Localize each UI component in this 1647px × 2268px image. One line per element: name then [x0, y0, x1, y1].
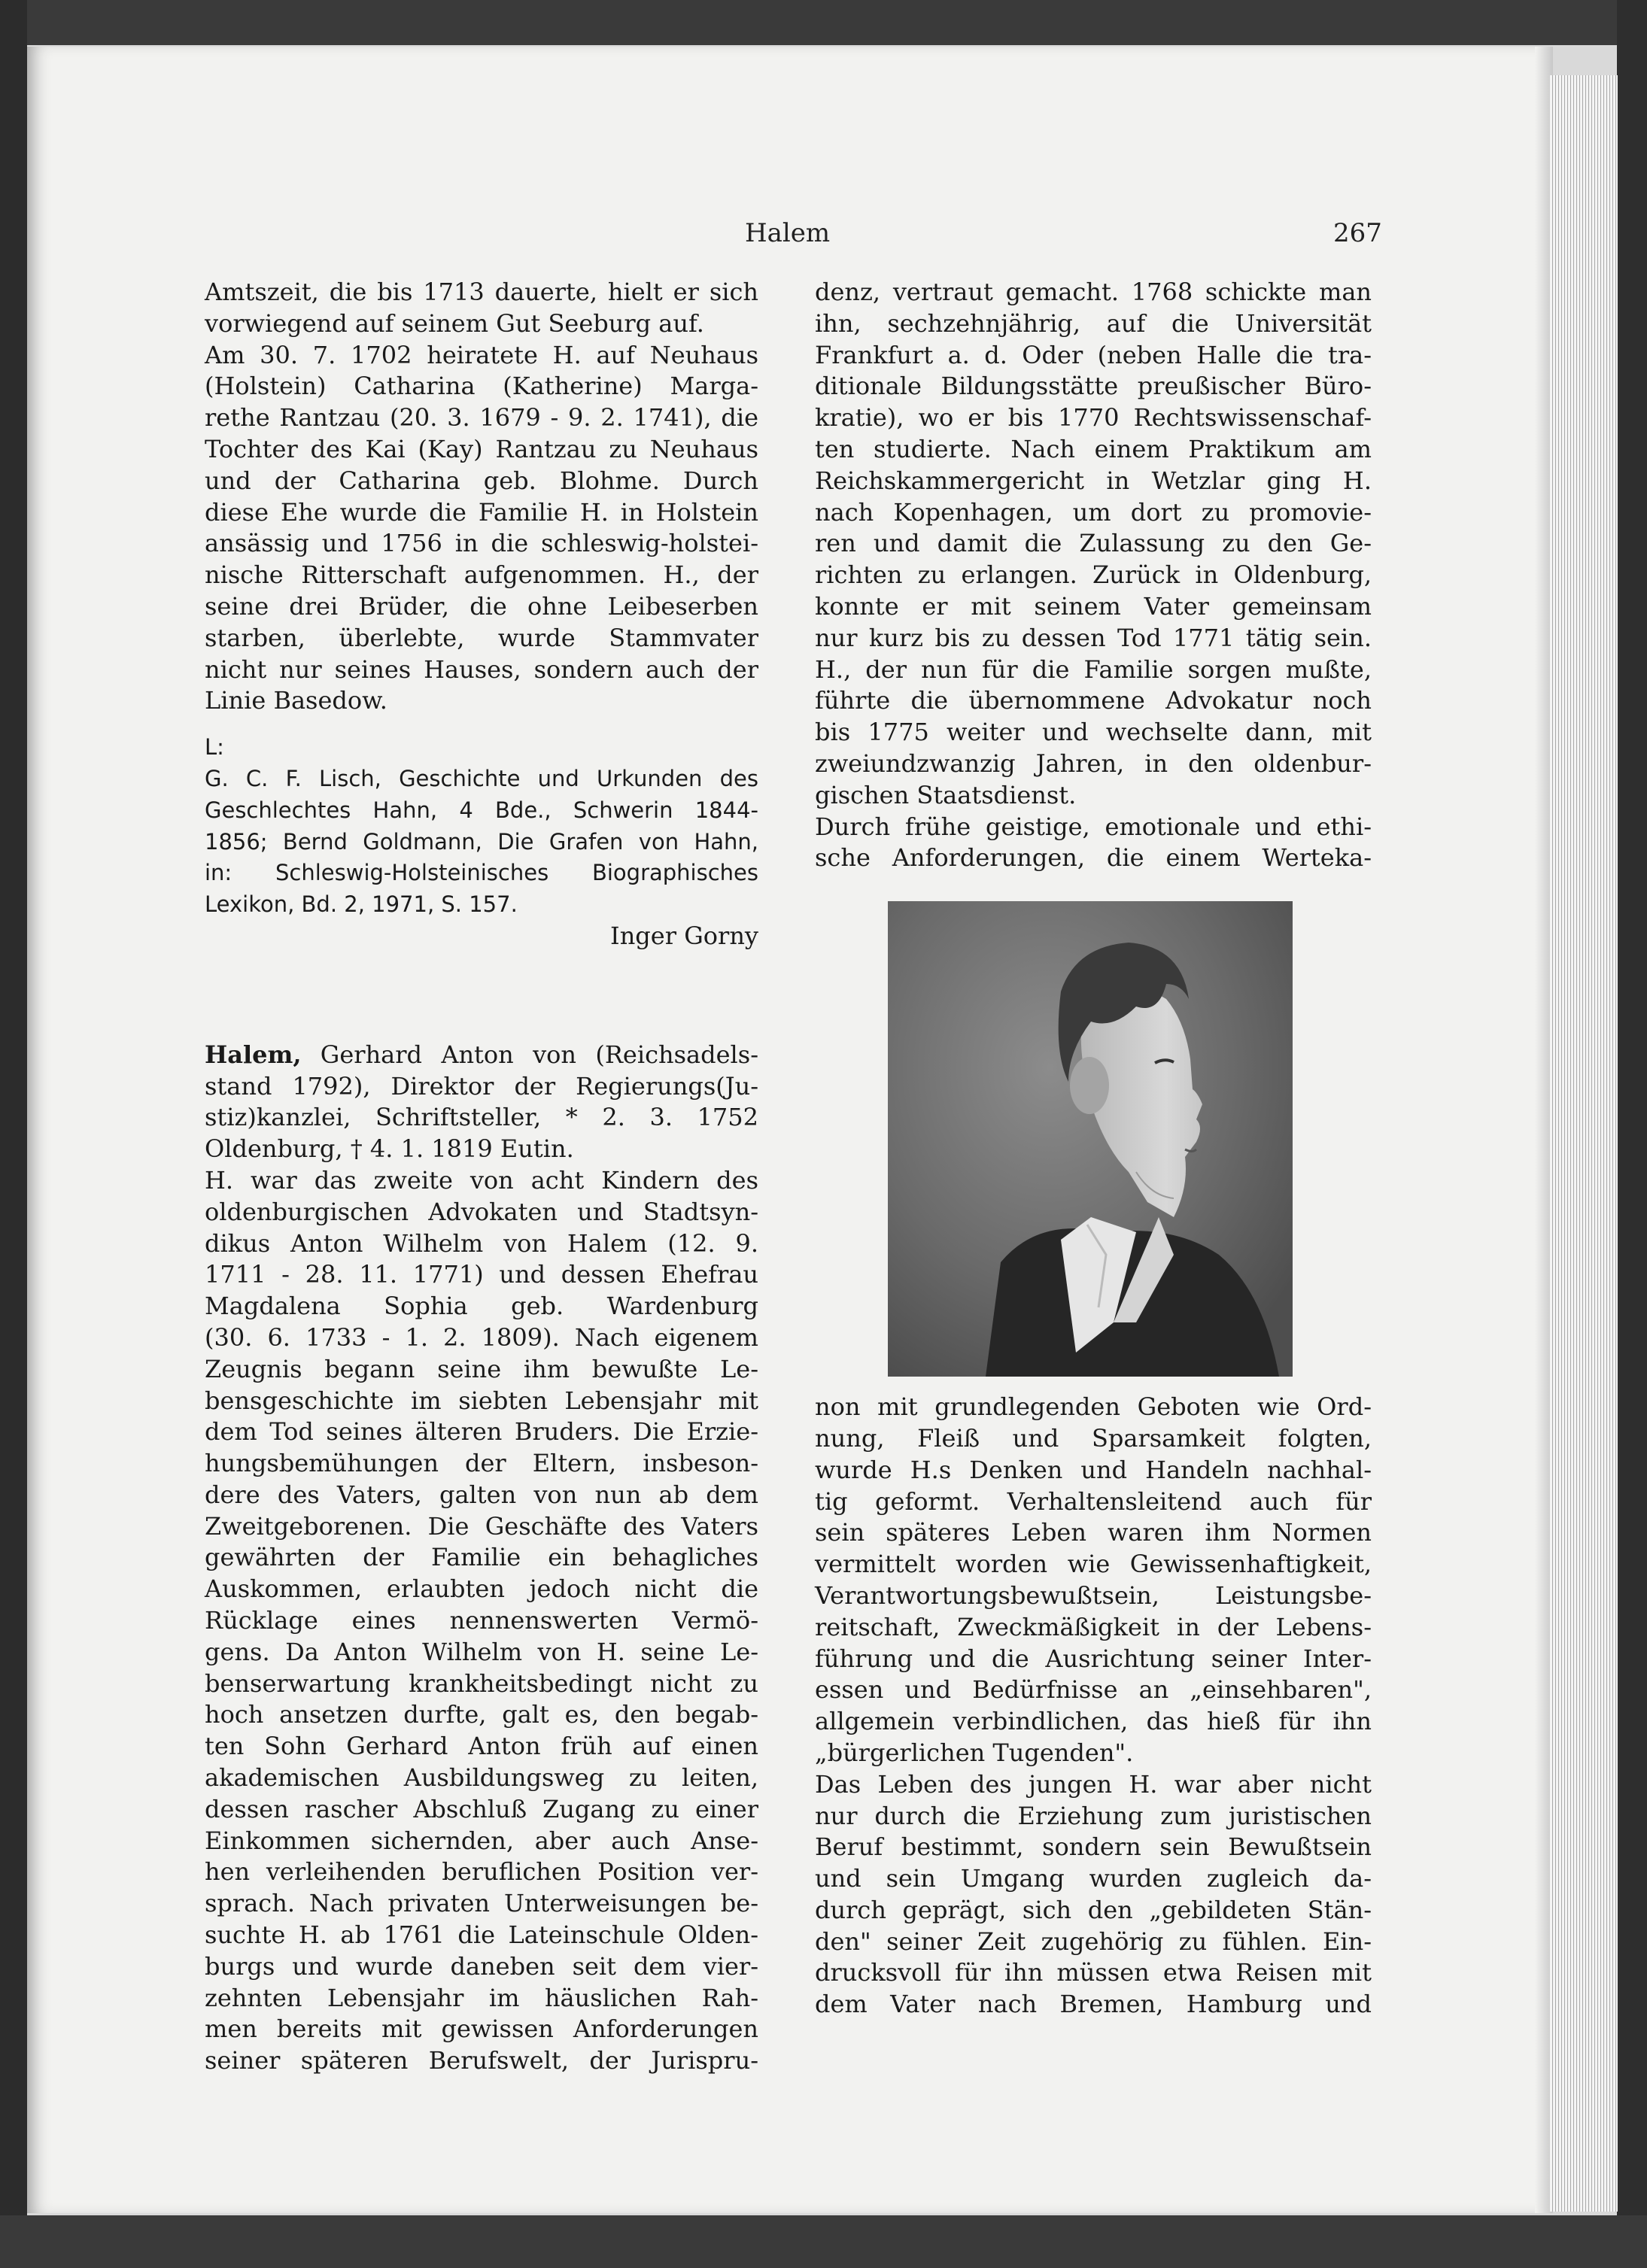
portrait-engraving	[888, 901, 1293, 1377]
text-line: ten studierte. Nach einem Praktikum am	[815, 434, 1372, 463]
text-line: richten zu erlangen. Zurück in Oldenburg,	[815, 560, 1372, 590]
entry-head-text: Gerhard Anton von (Reichsadels-	[301, 1040, 758, 1069]
text-line: reitschaft, Zweckmäßigkeit in der Lebens-	[815, 1612, 1372, 1641]
text-line: Verantwortungsbewußtsein, Leistungsbe-	[815, 1580, 1372, 1610]
text-line: 1711 - 28. 11. 1771) und dessen Ehefrau	[205, 1260, 758, 1289]
text-line: dessen rascher Abschluß Zugang zu einer	[205, 1794, 758, 1823]
text-line: sche Anforderungen, die einem Werteka-	[815, 843, 1372, 873]
text-line: durch geprägt, sich den „gebildeten Stän-	[815, 1895, 1372, 1924]
text-line: Amtszeit, die bis 1713 dauerte, hielt er sich	[205, 278, 758, 306]
text-line: zehnten Lebensjahr im häuslichen Rah-	[205, 1983, 758, 2012]
text-line: und sein Umgang wurden zugleich da-	[815, 1864, 1372, 1893]
text-line: führung und die Ausrichtung seiner Inter-	[815, 1644, 1372, 1673]
page-number: 267	[1333, 218, 1382, 248]
portrait-image	[888, 901, 1293, 1377]
text-line: gischen Staatsdienst.	[815, 780, 1077, 809]
text-line: bis 1775 weiter und wechselte dann, mit	[815, 718, 1372, 747]
text-line: nicht nur seines Hauses, sondern auch der	[205, 654, 758, 684]
text-line: nische Ritterschaft aufgenommen. H., der	[205, 560, 758, 590]
text-line: seine drei Brüder, die ohne Leibeserben	[205, 591, 758, 621]
literature-line: in: Schleswig-Holsteinisches Biographisches	[205, 860, 758, 886]
paragraph-gap	[205, 717, 758, 732]
literature-line: 1856; Bernd Goldmann, Die Grafen von Hahn,	[205, 828, 758, 855]
text-line: wurde H.s Denken und Handeln nachhal-	[815, 1455, 1372, 1484]
text-line: Tochter des Kai (Kay) Rantzau zu Neuhaus	[205, 434, 758, 463]
text-line: Durch frühe geistige, emotionale und ethi-	[815, 812, 1372, 841]
text-line: nur kurz bis zu dessen Tod 1771 tätig sein.	[815, 623, 1372, 652]
text-line: Das Leben des jungen H. war aber nicht	[815, 1769, 1372, 1799]
text-line: Zeugnis begann seine ihm bewußte Le-	[205, 1354, 758, 1383]
text-line: (Holstein) Catharina (Katherine) Marga-	[205, 372, 758, 401]
text-line: dem Vater nach Bremen, Hamburg und	[815, 1990, 1372, 2019]
text-line: allgemein verbindlichen, das hieß für ihn	[815, 1707, 1372, 1736]
text-line: stiz)kanzlei, Schriftsteller, * 2. 3. 1752	[205, 1103, 758, 1132]
text-line: Magdalena Sophia geb. Wardenburg	[205, 1292, 758, 1321]
text-line: sein späteres Leben waren ihm Normen	[815, 1518, 1372, 1547]
text-line: sprach. Nach privaten Unterweisungen be-	[205, 1889, 758, 1918]
text-line: führte die übernommene Advokatur noch	[815, 686, 1372, 715]
text-line: Auskommen, erlaubten jedoch nicht die	[205, 1574, 758, 1604]
text-line: zweiundzwanzig Jahren, in den oldenbur-	[815, 748, 1372, 778]
text-line: seiner späteren Berufswelt, der Jurispru-	[205, 2046, 758, 2075]
text-line: suchte H. ab 1761 die Lateinschule Olden-	[205, 1920, 758, 1950]
text-line: stand 1792), Direktor der Regierungs(Ju-	[205, 1071, 758, 1101]
scan-backdrop-bottom	[0, 2215, 1647, 2268]
text-line: Linie Basedow.	[205, 686, 387, 715]
text-line: hoch ansetzen durfte, galt es, den begab-	[205, 1700, 758, 1729]
text-line: kratie), wo er bis 1770 Rechtswissenschaf-	[815, 403, 1372, 433]
text-line: hen verleihenden beruflichen Position ver-	[205, 1857, 758, 1887]
literature-line: Lexikon, Bd. 2, 1971, S. 157.	[205, 891, 518, 918]
text-line: ihn, sechzehnjährig, auf die Universität	[815, 308, 1372, 338]
text-line: drucksvoll für ihn müssen etwa Reisen mit	[815, 1958, 1372, 1987]
running-header	[0, 218, 1647, 256]
text-line: dikus Anton Wilhelm von Halem (12. 9.	[205, 1228, 758, 1258]
scan-backdrop-right	[1617, 0, 1647, 2268]
text-line: nur durch die Erziehung zum juristischen	[815, 1801, 1372, 1830]
text-line: Zweitgeborenen. Die Geschäfte des Vaters	[205, 1511, 758, 1541]
text-line: dere des Vaters, galten von nun ab dem	[205, 1480, 758, 1509]
text-line: ditionale Bildungsstätte preußischer Büro-	[815, 372, 1372, 401]
text-line: non mit grundlegenden Geboten wie Ord-	[815, 1392, 1372, 1422]
text-line: bensgeschichte im siebten Lebensjahr mit	[205, 1386, 758, 1415]
text-line: und der Catharina geb. Blohme. Durch	[205, 466, 758, 495]
text-line: rethe Rantzau (20. 3. 1679 - 9. 2. 1741), die	[205, 403, 758, 433]
text-line: oldenburgischen Advokaten und Stadtsyn-	[205, 1197, 758, 1226]
text-line: Oldenburg, † 4. 1. 1819 Eutin.	[205, 1134, 574, 1164]
text-line: Inger Gorny	[610, 921, 758, 950]
text-line: Frankfurt a. d. Oder (neben Halle die tra-	[815, 340, 1372, 369]
text-line: ansässig und 1756 in die schleswig-holstei-	[205, 529, 758, 558]
text-line: essen und Bedürfnisse an „einsehbaren",	[815, 1675, 1372, 1705]
text-line: nach Kopenhagen, um dort zu promovie-	[815, 497, 1372, 527]
text-line: gewährten der Familie ein behagliches	[205, 1543, 758, 1572]
text-line: benserwartung krankheitsbedingt nicht zu	[205, 1668, 758, 1698]
paragraph-gap	[205, 952, 758, 1040]
text-line: Beruf bestimmt, sondern sein Bewußtsein	[815, 1832, 1372, 1862]
page-stack-edges	[1550, 75, 1618, 2212]
text-line: ren und damit die Zulassung zu den Ge-	[815, 529, 1372, 558]
text-line: tig geformt. Verhaltensleitend auch für	[815, 1486, 1372, 1516]
text-line	[205, 1040, 758, 1071]
text-line: Reichskammergericht in Wetzlar ging H.	[815, 466, 1372, 495]
text-line: H., der nun für die Familie sorgen mußte,	[815, 654, 1372, 684]
text-line: akademischen Ausbildungsweg zu leiten,	[205, 1763, 758, 1793]
text-line: vermittelt worden wie Gewissenhaftigkeit,	[815, 1550, 1372, 1579]
text-line: H. war das zweite von acht Kindern des	[205, 1165, 758, 1195]
text-line: hungsbemühungen der Eltern, insbeson-	[205, 1449, 758, 1478]
text-line: dem Tod seines älteren Bruders. Die Erzie-	[205, 1417, 758, 1447]
literature-line: G. C. F. Lisch, Geschichte und Urkunden des	[205, 765, 758, 791]
text-line: konnte er mit seinem Vater gemeinsam	[815, 591, 1372, 621]
text-line: gens. Da Anton Wilhelm von H. seine Le-	[205, 1637, 758, 1666]
text-line: men bereits mit gewissen Anforderungen	[205, 2014, 758, 2044]
text-line: burgs und wurde daneben seit dem vier-	[205, 1951, 758, 1981]
text-line: denz, vertraut gemacht. 1768 schickte man	[815, 278, 1372, 306]
scan-backdrop-top	[0, 0, 1647, 45]
text-line: Am 30. 7. 1702 heiratete H. auf Neuhaus	[205, 340, 758, 369]
text-line: diese Ehe wurde die Familie H. in Holstein	[205, 497, 758, 527]
text-line: Einkommen sichernden, aber auch Anse-	[205, 1826, 758, 1855]
text-line: den" seiner Zeit zugehörig zu fühlen. Ein-	[815, 1926, 1372, 1956]
literature-line: L:	[205, 734, 224, 761]
literature-line: Geschlechtes Hahn, 4 Bde., Schwerin 1844-	[205, 797, 758, 823]
entry-headword: Halem,	[205, 1040, 302, 1069]
left-text-column	[205, 277, 758, 2077]
text-line: starben, überlebte, wurde Stammvater	[205, 623, 758, 652]
running-title: Halem	[745, 218, 831, 248]
text-line: Rücklage eines nennenswerten Vermö-	[205, 1606, 758, 1635]
text-line: vorwiegend auf seinem Gut Seeburg auf.	[205, 308, 704, 338]
text-line: (30. 6. 1733 - 1. 2. 1809). Nach eigenem	[205, 1322, 758, 1352]
text-line: nung, Fleiß und Sparsamkeit folgten,	[815, 1423, 1372, 1453]
scan-backdrop-left	[0, 0, 27, 2268]
text-line: „bürgerlichen Tugenden".	[815, 1738, 1134, 1767]
text-line: ten Sohn Gerhard Anton früh auf einen	[205, 1732, 758, 1761]
